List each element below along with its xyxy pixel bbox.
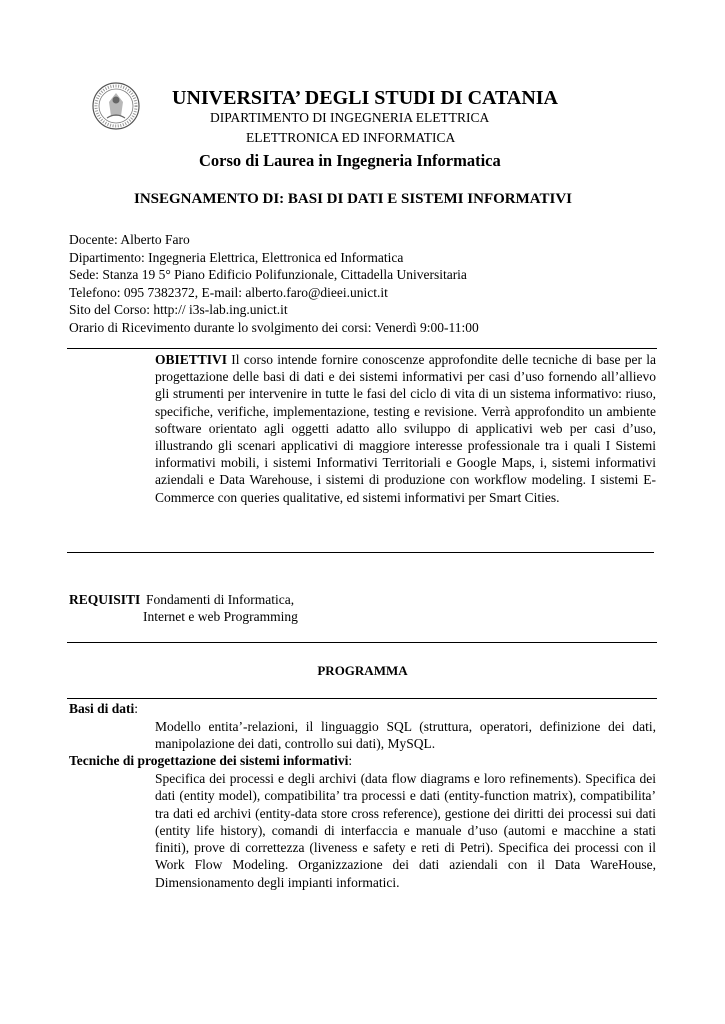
course-title: Corso di Laurea in Ingegneria Informatica: [199, 151, 501, 170]
info-office-hours: Orario di Ricevimento durante lo svolgimento dei corsi: Venerdì 9:00-11:00: [69, 319, 479, 335]
objectives-paragraph: [155, 351, 656, 506]
objectives-label: OBIETTIVI: [155, 352, 228, 367]
teaching-title: INSEGNAMENTO DI: BASI DI DATI E SISTEMI INFORMATIVI: [134, 191, 572, 207]
divider-top: [67, 348, 657, 349]
section-text-design-techniques: Specifica dei processi e degli archivi (data flow diagrams e loro refinements). Specifica dei dati (entity model), compatibilita’ tra processi e dati (entity-function matrix), compatibilita’ tra dati ed archivi (entity-data store cross reference), gestione dei diritti dei processi sui dati (entity life history), comandi di interfaccia e manuale d’uso (automi e macchine a stati finiti), prove di correttezza (liveness e safety e reti di Petri). Specifica dei processi con il Work Flow Modeling. Organizzazione dei dati aziendali con il Data WareHouse, Dimensionamento degli impianti informatici.: [155, 771, 656, 890]
department-line-2: ELETTRONICA ED INFORMATICA: [246, 130, 456, 145]
info-department: Dipartimento: Ingegneria Elettrica, Elettronica ed Informatica: [69, 249, 404, 265]
divider-requirements: [67, 642, 657, 643]
info-office: Sede: Stanza 19 5° Piano Edificio Polifunzionale, Cittadella Universitaria: [69, 267, 467, 282]
info-teacher: Docente: Alberto Faro: [69, 232, 190, 247]
teacher-info: [69, 231, 479, 336]
objectives-text: Il corso intende fornire conoscenze approfondite delle tecniche di base per la progettazione delle basi di dati e dei sistemi informativi per casi d’uso fornendo all’allievo gli strumenti per intervenire in tutte le fasi del ciclo di vita di un sistema informativo: riuso, specifiche, verifiche, implementazione, testing e revisione. Verrà approfondito un ambiente software orientato agli oggetti adatto allo sviluppo di applicativi web per casi d’uso, illustrando gli scenari applicativi di maggiore interesse professionale tra i quali I Sistemi informativi mobili, i sistemi Informativi Territoriali e Google Maps, i, sistemi informativi aziendali e Data Warehouse, i sistemi di produzione con workflow modeling. I sistemi E-Commerce con queries qualitative, ed sistemi informativi per Smart Cities.: [155, 352, 656, 505]
divider-program: [67, 698, 657, 699]
university-seal-logo: [92, 82, 140, 130]
department-line-1: DIPARTIMENTO DI INGEGNERIA ELETTRICA: [210, 110, 490, 125]
university-name: UNIVERSITA’ DEGLI STUDI DI CATANIA: [172, 87, 558, 109]
program-title: PROGRAMMA: [317, 663, 408, 678]
divider-objectives: [67, 552, 654, 553]
requirements-label: REQUISITI: [69, 592, 141, 607]
requirements-line-2: Internet e web Programming: [143, 609, 298, 624]
info-contact: Telefono: 095 7382372, E-mail: alberto.faro@dieei.unict.it: [69, 284, 388, 300]
section-text-databases: Modello entita’-relazioni, il linguaggio SQL (struttura, operatori, definizione dei dati, manipolazione dei dati, controllo sui dati), MySQL.: [155, 719, 656, 752]
requirements-line-1: Fondamenti di Informatica,: [146, 592, 295, 607]
info-website: Sito del Corso: http:// i3s-lab.ing.unict.it: [69, 302, 288, 317]
section-title-design-techniques: Tecniche di progettazione dei sistemi informativi:: [69, 753, 353, 768]
section-title-databases: Basi di dati:: [69, 701, 139, 716]
